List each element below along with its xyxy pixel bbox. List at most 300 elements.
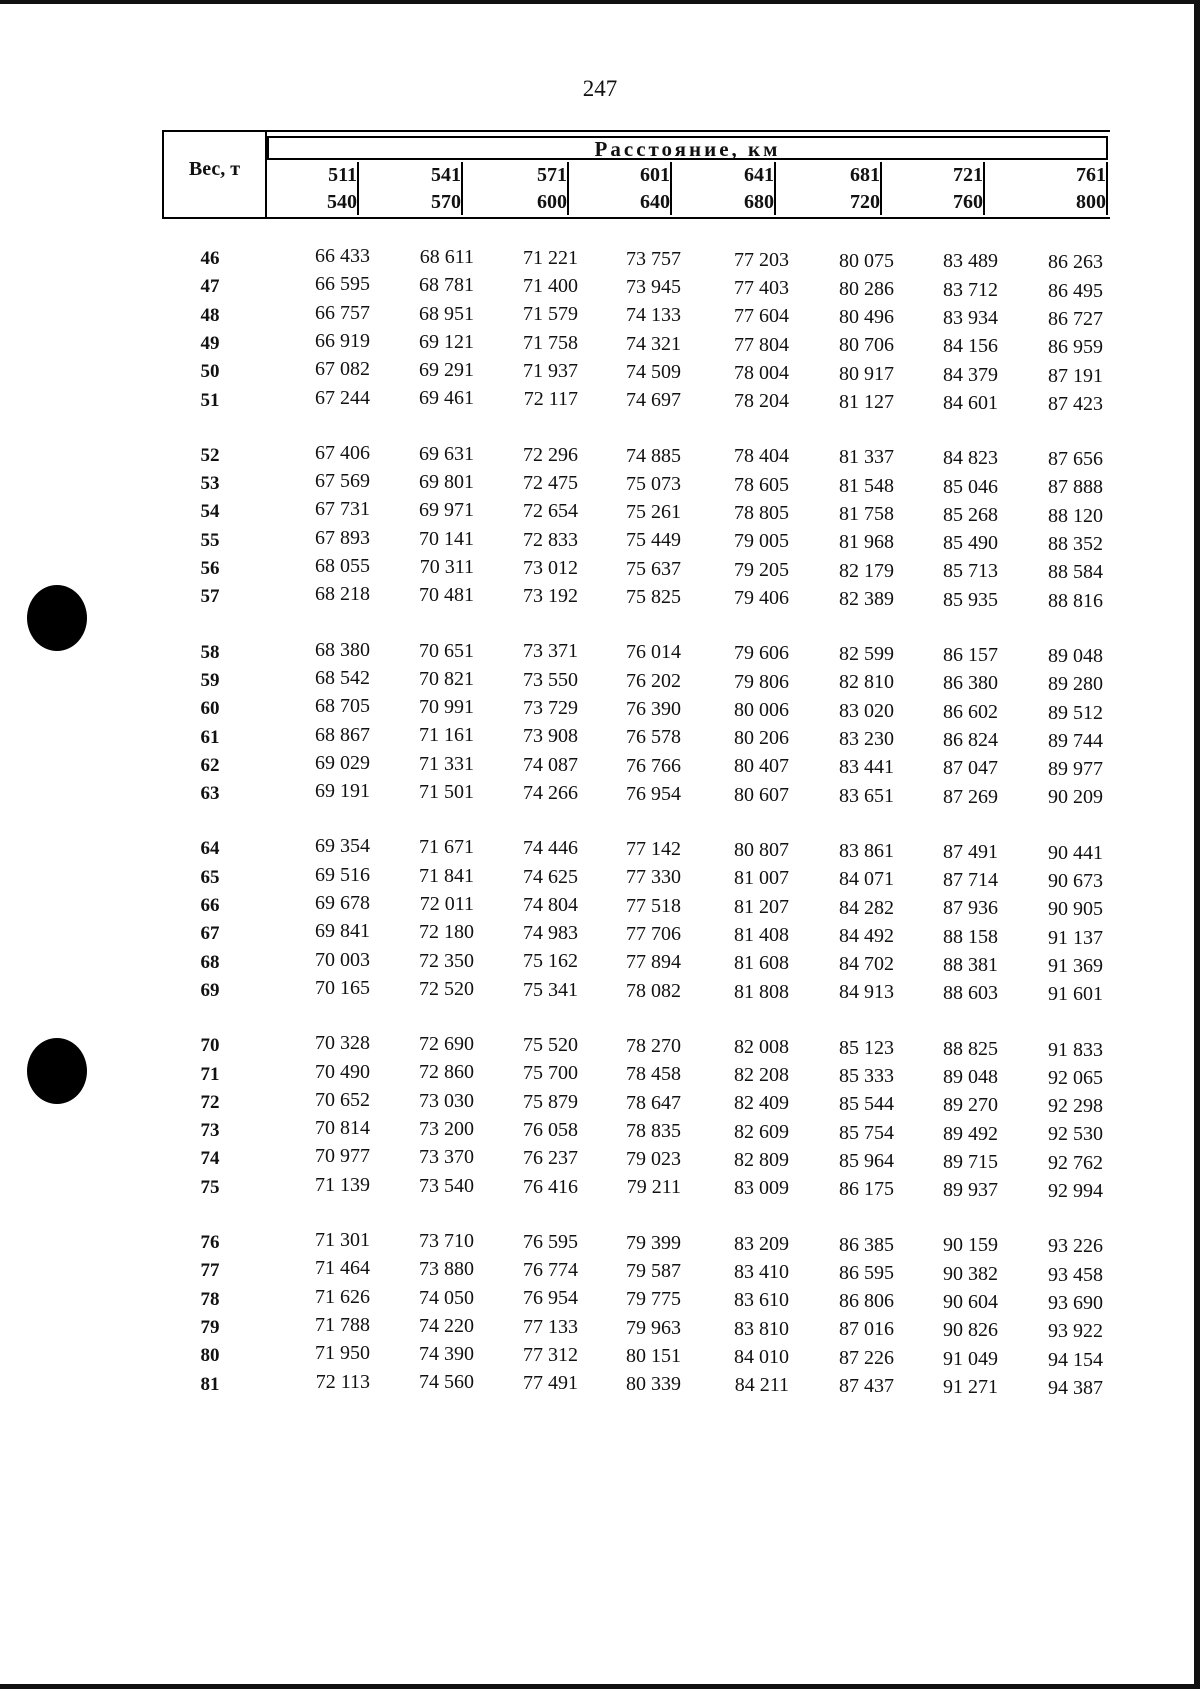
table-cell: 86 602	[943, 700, 998, 723]
table-cell: 73 012	[523, 556, 578, 579]
table-cell: 74 804	[523, 893, 578, 916]
table-cell: 83 209	[734, 1232, 789, 1255]
table-cell: 74 446	[523, 837, 578, 860]
table-cell: 76 578	[626, 726, 681, 749]
table-cell: 85 268	[943, 503, 998, 526]
table-cell: 92 065	[1048, 1066, 1103, 1089]
table-cell: 69 841	[315, 920, 370, 943]
table-cell: 77 706	[626, 923, 681, 945]
table-cell: 73 945	[626, 276, 681, 298]
table-cell: 81 758	[839, 502, 894, 525]
table-cell: 83 009	[734, 1177, 789, 1200]
table-cell: 92 298	[1048, 1095, 1103, 1118]
table-cell: 74 266	[523, 781, 578, 804]
punch-hole	[27, 585, 87, 651]
range-from: 601	[640, 164, 670, 186]
table-cell: 78 805	[734, 502, 789, 524]
table-cell: 83 712	[943, 278, 998, 301]
table-cell: 84 282	[839, 896, 894, 919]
row-weight: 46	[200, 248, 220, 269]
table-cell: 67 893	[315, 526, 370, 549]
table-cell: 77 518	[626, 894, 681, 917]
table-cell: 72 350	[419, 949, 474, 972]
table-cell: 89 270	[943, 1094, 998, 1117]
table-cell: 82 609	[734, 1120, 789, 1143]
table-cell: 84 601	[943, 391, 998, 414]
table-cell: 69 801	[419, 471, 474, 493]
row-weight: 70	[200, 1035, 220, 1057]
table-cell: 82 409	[734, 1092, 789, 1115]
table-cell: 71 464	[315, 1257, 370, 1280]
table-cell: 72 180	[419, 921, 474, 944]
table-cell: 78 004	[734, 361, 789, 384]
row-weight: 56	[200, 558, 220, 579]
row-weight: 69	[200, 979, 220, 1001]
table-cell: 87 888	[1048, 476, 1103, 499]
table-cell: 86 157	[943, 644, 998, 666]
distance-range-header	[361, 162, 463, 215]
row-weight: 63	[200, 783, 220, 805]
scan-edge-top	[0, 0, 1200, 4]
row-weight: 50	[200, 361, 220, 383]
range-from: 681	[850, 164, 880, 186]
table-cell: 83 020	[839, 699, 894, 722]
range-from: 721	[953, 164, 983, 186]
table-cell: 70 165	[315, 976, 370, 999]
table-cell: 84 702	[839, 953, 894, 976]
table-cell: 67 569	[315, 470, 370, 493]
table-cell: 79 005	[734, 530, 789, 553]
table-cell: 69 631	[419, 442, 474, 465]
table-cell: 90 905	[1048, 898, 1103, 921]
table-cell: 68 218	[315, 583, 370, 606]
table-cell: 84 492	[839, 924, 894, 947]
table-cell: 75 341	[523, 978, 578, 1001]
table-cell: 86 595	[839, 1261, 894, 1284]
table-cell: 90 159	[943, 1234, 998, 1257]
table-cell: 69 029	[315, 751, 370, 774]
table-cell: 77 330	[626, 866, 681, 889]
table-cell: 88 584	[1048, 561, 1103, 584]
table-cell: 73 192	[523, 585, 578, 608]
table-cell: 77 604	[734, 305, 789, 328]
table-cell: 76 202	[626, 669, 681, 692]
table-cell: 70 481	[419, 584, 474, 607]
table-cell: 90 826	[943, 1319, 998, 1342]
table-cell: 67 731	[315, 498, 370, 521]
table-cell: 76 058	[523, 1118, 578, 1141]
distance-title: Расстояние, км	[594, 137, 781, 161]
table-cell: 72 520	[419, 977, 474, 1000]
table-cell: 84 211	[734, 1374, 789, 1397]
table-cell: 69 291	[419, 359, 474, 382]
table-cell: 69 971	[419, 499, 474, 522]
table-cell: 72 011	[419, 892, 474, 915]
table-cell: 78 458	[626, 1063, 681, 1086]
table-cell: 87 714	[943, 869, 998, 892]
table-cell: 71 221	[523, 246, 578, 269]
table-cell: 94 154	[1048, 1348, 1103, 1371]
table-cell: 75 520	[523, 1034, 578, 1056]
table-cell: 86 385	[839, 1233, 894, 1256]
table-cell: 90 441	[1048, 841, 1103, 864]
table-cell: 84 156	[943, 335, 998, 358]
table-cell: 72 475	[523, 471, 578, 494]
table-cell: 85 046	[943, 475, 998, 498]
row-weight: 67	[200, 923, 220, 945]
row-weight: 65	[200, 866, 220, 888]
table-cell: 82 389	[839, 587, 894, 610]
table-cell: 80 407	[734, 755, 789, 778]
table-cell: 90 209	[1048, 786, 1103, 809]
table-cell: 85 935	[943, 588, 998, 611]
table-cell: 87 016	[839, 1318, 894, 1341]
table-cell: 70 490	[315, 1060, 370, 1083]
table-cell: 80 151	[626, 1344, 681, 1367]
table-cell: 83 610	[734, 1289, 789, 1312]
table-cell: 73 729	[523, 697, 578, 719]
table-cell: 72 117	[523, 388, 578, 411]
range-from: 541	[431, 164, 461, 186]
table-cell: 70 814	[315, 1117, 370, 1140]
table-cell: 81 548	[839, 474, 894, 497]
table-cell: 79 205	[734, 558, 789, 581]
table-cell: 84 913	[839, 981, 894, 1004]
table-cell: 85 333	[839, 1065, 894, 1087]
table-cell: 81 808	[734, 980, 789, 1003]
row-weight: 54	[200, 501, 220, 523]
table-cell: 84 379	[943, 363, 998, 386]
range-to: 720	[850, 191, 880, 213]
table-cell: 74 220	[419, 1314, 474, 1337]
table-cell: 77 142	[626, 838, 681, 861]
table-cell: 77 491	[523, 1372, 578, 1395]
row-weight: 79	[200, 1316, 220, 1338]
table-cell: 89 744	[1048, 729, 1103, 752]
row-weight: 60	[200, 698, 220, 720]
table-cell: 77 403	[734, 276, 789, 299]
table-cell: 92 994	[1048, 1180, 1103, 1202]
scan-edge-right	[1194, 0, 1200, 1689]
table-cell: 93 690	[1048, 1291, 1103, 1314]
table-cell: 88 825	[943, 1037, 998, 1060]
table-cell: 85 754	[839, 1121, 894, 1144]
table-cell: 86 380	[943, 672, 998, 695]
row-weight: 66	[200, 895, 220, 916]
table-cell: 69 516	[315, 863, 370, 886]
row-weight: 58	[200, 641, 220, 663]
table-cell: 87 191	[1048, 364, 1103, 387]
table-cell: 80 206	[734, 727, 789, 750]
table-cell: 84 823	[943, 447, 998, 470]
table-cell: 82 599	[839, 643, 894, 666]
table-cell: 80 807	[734, 839, 789, 861]
weight-column-header	[164, 132, 267, 217]
table-header	[162, 130, 1110, 219]
table-cell: 89 715	[943, 1150, 998, 1173]
punch-hole	[27, 1038, 87, 1104]
table-cell: 66 757	[315, 301, 370, 324]
table-cell: 86 824	[943, 728, 998, 751]
table-cell: 79 406	[734, 586, 789, 609]
table-cell: 72 296	[523, 443, 578, 466]
table-cell: 75 162	[523, 950, 578, 973]
table-cell: 87 936	[943, 897, 998, 920]
table-cell: 68 611	[419, 245, 474, 268]
table-cell: 76 390	[626, 697, 681, 720]
row-weight: 53	[200, 473, 220, 495]
table-cell: 73 757	[626, 247, 681, 270]
table-cell: 76 954	[626, 782, 681, 805]
table-cell: 66 919	[315, 329, 370, 352]
table-cell: 78 647	[626, 1091, 681, 1114]
table-cell: 73 540	[419, 1174, 474, 1197]
table-cell: 68 705	[315, 695, 370, 718]
table-cell: 80 917	[839, 362, 894, 385]
table-cell: 76 954	[523, 1287, 578, 1310]
table-cell: 87 423	[1048, 392, 1103, 415]
table-cell: 89 512	[1048, 701, 1103, 724]
table-cell: 71 626	[315, 1285, 370, 1308]
table-cell: 77 312	[523, 1344, 578, 1366]
table-cell: 71 501	[419, 781, 474, 803]
table-cell: 93 226	[1048, 1235, 1103, 1258]
table-cell: 85 490	[943, 532, 998, 555]
row-weight: 78	[200, 1288, 220, 1310]
table-cell: 87 656	[1048, 448, 1103, 471]
table-cell: 67 406	[315, 441, 370, 464]
distance-header	[267, 136, 1108, 160]
row-weight: 64	[200, 838, 220, 860]
table-cell: 78 082	[626, 979, 681, 1002]
table-cell: 89 048	[1048, 644, 1103, 667]
table-cell: 86 495	[1048, 279, 1103, 302]
table-cell: 74 885	[626, 444, 681, 467]
table-cell: 75 261	[626, 501, 681, 524]
table-cell: 94 387	[1048, 1376, 1103, 1399]
table-cell: 77 203	[734, 248, 789, 271]
table-cell: 82 008	[734, 1035, 789, 1058]
table-cell: 85 964	[839, 1149, 894, 1172]
table-cell: 84 010	[734, 1345, 789, 1368]
table-cell: 73 880	[419, 1258, 474, 1281]
table-cell: 70 141	[419, 527, 474, 550]
table-cell: 79 963	[626, 1316, 681, 1339]
table-cell: 72 690	[419, 1033, 474, 1056]
row-weight: 75	[200, 1176, 220, 1198]
table-cell: 78 270	[626, 1034, 681, 1057]
table-cell: 79 775	[626, 1288, 681, 1311]
table-cell: 73 200	[419, 1118, 474, 1140]
range-from: 511	[328, 164, 357, 186]
row-weight: 74	[200, 1148, 220, 1170]
table-cell: 83 441	[839, 756, 894, 779]
table-cell: 83 489	[943, 250, 998, 273]
table-cell: 78 835	[626, 1119, 681, 1142]
table-cell: 73 710	[419, 1229, 474, 1252]
table-cell: 88 158	[943, 925, 998, 948]
row-weight: 47	[200, 276, 220, 298]
row-weight: 76	[200, 1232, 220, 1253]
table-cell: 73 370	[419, 1146, 474, 1169]
table-cell: 85 713	[943, 560, 998, 583]
table-cell: 91 049	[943, 1347, 998, 1370]
table-cell: 87 491	[943, 840, 998, 863]
table-cell: 71 331	[419, 752, 474, 775]
table-cell: 82 179	[839, 559, 894, 582]
table-cell: 89 280	[1048, 673, 1103, 696]
table-cell: 68 380	[315, 638, 370, 661]
table-cell: 83 230	[839, 728, 894, 750]
table-cell: 68 542	[315, 666, 370, 689]
table-cell: 81 608	[734, 952, 789, 975]
table-cell: 81 007	[734, 867, 789, 890]
row-weight: 59	[200, 669, 220, 691]
table-cell: 91 833	[1048, 1038, 1103, 1061]
table-cell: 70 991	[419, 696, 474, 719]
range-to: 540	[327, 191, 357, 213]
table-cell: 89 977	[1048, 758, 1103, 781]
table-cell: 70 652	[315, 1088, 370, 1111]
scan-edge-bottom	[0, 1684, 1200, 1689]
table-cell: 75 825	[626, 586, 681, 608]
table-cell: 89 937	[943, 1179, 998, 1202]
table-cell: 81 408	[734, 923, 789, 946]
table-cell: 87 437	[839, 1375, 894, 1397]
table-cell: 80 496	[839, 306, 894, 329]
table-cell: 73 908	[523, 725, 578, 748]
row-weight: 48	[200, 304, 220, 326]
table-cell: 71 301	[315, 1229, 370, 1251]
table-cell: 80 006	[734, 698, 789, 721]
table-cell: 81 127	[839, 391, 894, 413]
table-cell: 77 133	[523, 1315, 578, 1338]
row-weight: 68	[200, 951, 220, 973]
table-cell: 88 352	[1048, 533, 1103, 555]
row-weight: 71	[200, 1063, 220, 1085]
table-cell: 74 509	[626, 360, 681, 383]
table-cell: 76 014	[626, 641, 681, 664]
distance-range-header	[571, 162, 672, 215]
table-cell: 79 606	[734, 642, 789, 665]
row-weight: 77	[200, 1260, 220, 1282]
table-cell: 76 595	[523, 1230, 578, 1253]
table-cell: 85 544	[839, 1093, 894, 1116]
table-cell: 74 087	[523, 753, 578, 776]
range-from: 641	[744, 164, 774, 186]
row-weight: 73	[200, 1120, 220, 1142]
table-cell: 73 550	[523, 668, 578, 691]
table-cell: 72 113	[315, 1370, 370, 1393]
table-cell: 80 286	[839, 277, 894, 300]
table-cell: 69 461	[419, 387, 474, 410]
table-cell: 85 123	[839, 1036, 894, 1059]
table-cell: 78 605	[734, 473, 789, 496]
table-cell: 83 651	[839, 784, 894, 807]
table-cell: 88 603	[943, 982, 998, 1005]
table-cell: 71 937	[523, 360, 578, 382]
table-cell: 86 806	[839, 1290, 894, 1313]
distance-range-header	[987, 162, 1108, 215]
table-cell: 83 934	[943, 307, 998, 329]
row-weight: 61	[200, 726, 220, 748]
table-cell: 83 810	[734, 1317, 789, 1340]
table-cell: 79 211	[626, 1176, 681, 1199]
weight-column-label: Вес, т	[188, 158, 241, 180]
table-cell: 89 048	[943, 1065, 998, 1088]
table-cell: 86 727	[1048, 307, 1103, 330]
table-cell: 71 950	[315, 1342, 370, 1365]
distance-range-header	[778, 162, 882, 215]
table-cell: 90 604	[943, 1291, 998, 1313]
range-to: 640	[640, 191, 670, 213]
table-cell: 74 697	[626, 389, 681, 412]
distance-range-header	[674, 162, 776, 215]
table-cell: 70 328	[315, 1032, 370, 1055]
table-cell: 73 030	[419, 1089, 474, 1112]
table-cell: 69 121	[419, 330, 474, 353]
table-cell: 87 269	[943, 785, 998, 808]
table-cell: 73 371	[523, 640, 578, 663]
row-weight: 51	[200, 389, 220, 411]
table-cell: 74 560	[419, 1371, 474, 1394]
table-cell: 90 673	[1048, 870, 1103, 892]
table-cell: 91 369	[1048, 954, 1103, 977]
row-weight: 62	[200, 754, 220, 776]
table-cell: 86 263	[1048, 251, 1103, 274]
table-cell: 70 311	[419, 555, 474, 578]
table-cell: 86 175	[839, 1178, 894, 1201]
table-cell: 67 244	[315, 386, 370, 409]
table-cell: 82 809	[734, 1149, 789, 1171]
range-to: 680	[744, 191, 774, 213]
table-cell: 70 821	[419, 667, 474, 690]
table-cell: 80 339	[626, 1373, 681, 1396]
table-cell: 80 075	[839, 249, 894, 272]
table-cell: 84 071	[839, 868, 894, 891]
table-cell: 88 120	[1048, 504, 1103, 527]
table-cell: 75 879	[523, 1090, 578, 1113]
table-cell: 81 207	[734, 895, 789, 918]
table-cell: 76 416	[523, 1175, 578, 1198]
table-cell: 92 530	[1048, 1123, 1103, 1146]
table-cell: 93 922	[1048, 1320, 1103, 1343]
table-cell: 87 226	[839, 1346, 894, 1369]
table-cell: 79 399	[626, 1231, 681, 1254]
table-cell: 81 968	[839, 531, 894, 554]
row-weight: 52	[200, 444, 220, 466]
table-cell: 75 700	[523, 1062, 578, 1085]
range-to: 600	[537, 191, 567, 213]
table-cell: 68 781	[419, 274, 474, 297]
distance-range-header	[465, 162, 569, 215]
table-cell: 88 381	[943, 954, 998, 976]
distance-range-header	[884, 162, 985, 215]
table-cell: 69 191	[315, 780, 370, 803]
table-cell: 91 601	[1048, 983, 1103, 1006]
table-cell: 70 003	[315, 948, 370, 971]
table-cell: 77 804	[734, 333, 789, 356]
table-cell: 79 023	[626, 1148, 681, 1171]
table-cell: 91 137	[1048, 926, 1103, 949]
table-cell: 68 951	[419, 302, 474, 325]
range-to: 800	[1076, 191, 1106, 213]
table-cell: 89 492	[943, 1122, 998, 1145]
table-cell: 79 806	[734, 670, 789, 693]
table-cell: 74 983	[523, 922, 578, 945]
table-cell: 71 579	[523, 303, 578, 326]
row-weight: 81	[200, 1373, 220, 1395]
